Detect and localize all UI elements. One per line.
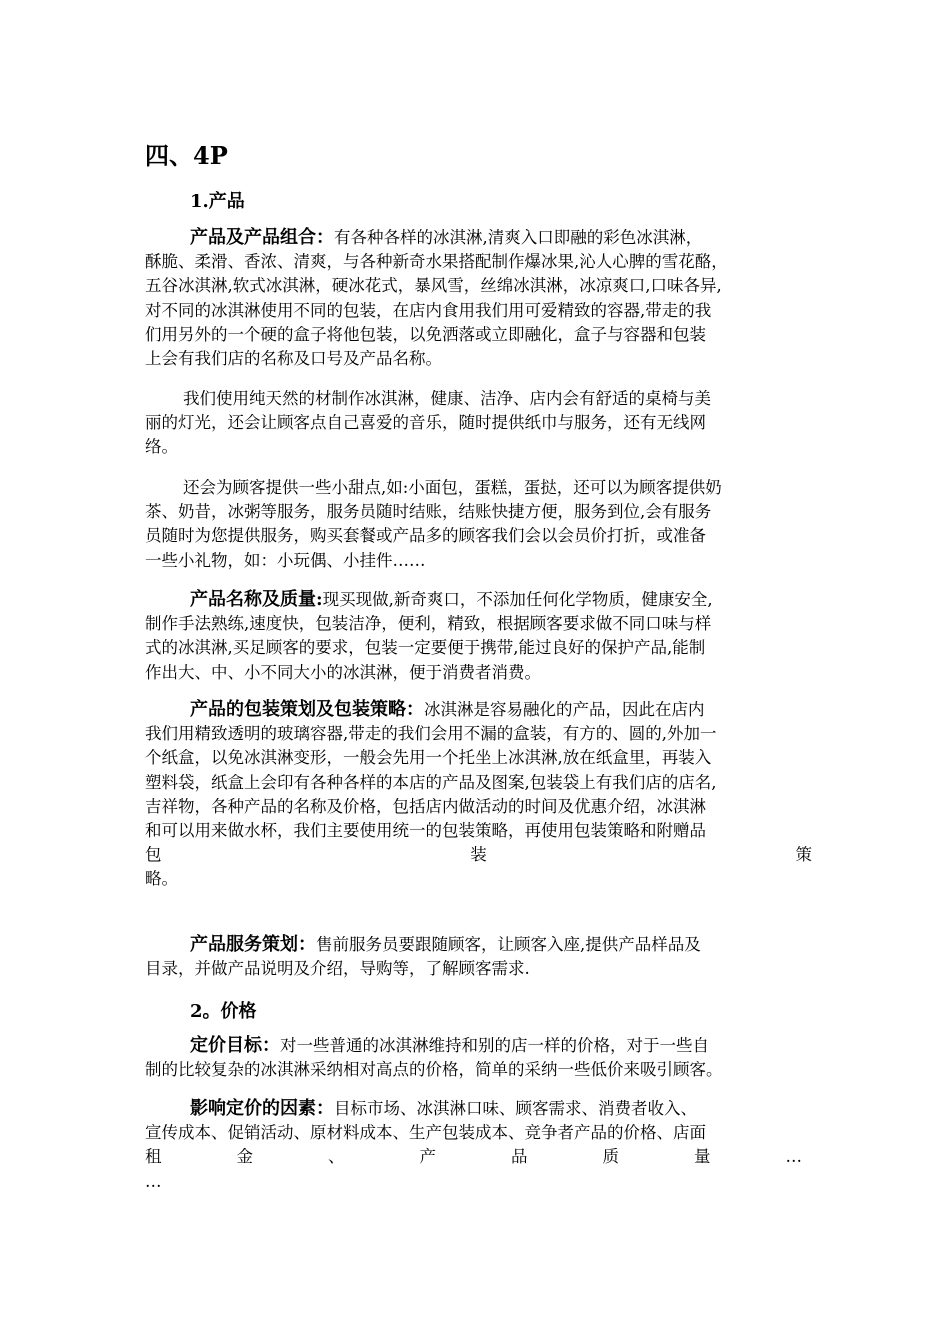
text-line: 茶、奶昔，冰粥等服务，服务员随时结账，结账快捷方便，服务到位,会有服务 [145,502,712,522]
spread-char: 装 [470,845,487,865]
lead-product-mix: 产品及产品组合： [190,227,334,248]
text-line: 有各种各样的冰淇淋,清爽入口即融的彩色冰淇淋， [334,228,703,247]
text-line: 目录，并做产品说明及介绍，导购等，了解顾客需求. [145,959,530,979]
text-line: 现买现做,新奇爽口，不添加任何化学物质，健康安全, [322,590,713,609]
text-line: 一些小礼物，如：小玩偶、小挂件…… [145,550,426,570]
paragraph-materials [145,387,812,460]
section-heading: 四、4P [145,141,228,170]
lead-pricing-factors: 影响定价的因素： [190,1098,334,1119]
spread-char: 量 [694,1147,711,1167]
spread-line [145,1145,812,1169]
paragraph-desserts [145,476,812,573]
text-line: 们用另外的一个硬的盒子将他包装，以免洒落或立即融化，盒子与容器和包装 [145,324,706,344]
lead-packaging: 产品的包装策划及包装策略： [190,699,424,720]
paragraph-product-mix [145,226,812,371]
text-line: 塑料袋，纸盒上会印有各种各样的本店的产品及图案,包装袋上有我们店的店名, [145,772,717,792]
spread-char: 产 [419,1147,436,1167]
text-line: 制作手法熟练,速度快，包装洁净，便利，精致，根据顾客要求做不同口味与样 [145,614,712,634]
text-line: 酥脆、柔滑、香浓、清爽，与各种新奇水果搭配制作爆冰果,沁人心脾的雪花酪， [145,252,728,272]
spread-char: 租 [145,1147,162,1167]
text-line: 丽的灯光，还会让顾客点自己喜爱的音乐，随时提供纸巾与服务，还有无线网 [145,413,706,433]
paragraph-pricing-target [145,1034,812,1082]
text-line: 我们用精致透明的玻璃容器,带走的我们会用不漏的盒装，有方的、圆的,外加一 [145,724,717,744]
spread-char: 策 [795,845,812,865]
spread-char: … [785,1147,802,1167]
text-line: 五谷冰淇淋,软式冰淇淋，硬冰花式，暴风雪，丝绵冰淇淋，冰凉爽口,口味各异, [145,276,722,296]
text-line: 我们使用纯天然的材制作冰淇淋，健康、洁净、店内会有舒适的桌椅与美 [183,389,711,408]
text-line: 对不同的冰淇淋使用不同的包装，在店内食用我们用可爱精致的容器,带走的我 [145,300,712,320]
text-line: 售前服务员要跟随顾客，让顾客入座,提供产品样品及 [316,935,701,954]
text-line: 作出大、中、小不同大小的冰淇淋，便于消费者消费。 [145,662,541,682]
spread-char: 品 [511,1147,528,1167]
text-line: 略。 [145,869,178,889]
text-line: 冰淇淋是容易融化的产品，因此在店内 [424,700,705,719]
spread-char: 金 [236,1147,253,1167]
text-line: 吉祥物，各种产品的名称及价格，包括店内做活动的时间及优惠介绍，冰淇淋 [145,796,706,816]
text-line: 对一些普通的冰淇淋维持和别的店一样的价格，对于一些自 [280,1036,709,1055]
paragraph-name-quality [145,588,812,685]
paragraph-pricing-factors [145,1097,812,1194]
text-line: 还会为顾客提供一些小甜点,如:小面包，蛋糕，蛋挞，还可以为顾客提供奶 [183,478,722,497]
spread-char: 、 [328,1147,345,1167]
lead-service: 产品服务策划： [190,934,316,955]
paragraph-packaging [145,698,812,892]
text-line: 目标市场、冰淇淋口味、顾客需求、消费者收入、 [334,1099,697,1118]
paragraph-service [145,933,812,981]
text-line: 络。 [145,437,178,457]
text-line: 上会有我们店的名称及口号及产品名称。 [145,349,442,369]
text-line: 个纸盒，以免冰淇淋变形，一般会先用一个托坐上冰淇淋,放在纸盒里，再装入 [145,748,712,768]
spread-char: 质 [602,1147,619,1167]
text-line: 员随时为您提供服务，购买套餐或产品多的顾客我们会以会员价打折，或准备 [145,526,706,546]
subsection-title-price: 2。价格 [190,1001,257,1022]
text-line: … [145,1171,162,1191]
subsection-title-product: 1.产品 [190,191,245,212]
text-line: 制的比较复杂的冰淇淋采纳相对高点的价格，简单的采纳一些低价来吸引顾客。 [145,1060,723,1080]
lead-pricing-target: 定价目标： [190,1035,280,1056]
spread-line [145,843,812,867]
text-line: 式的冰淇淋,买足顾客的要求，包装一定要便于携带,能过良好的保护产品,能制 [145,638,706,658]
lead-name-quality: 产品名称及质量: [190,589,323,610]
text-line: 和可以用来做水杯，我们主要使用统一的包装策略，再使用包装策略和附赠品 [145,821,706,841]
spread-char: 包 [145,845,162,865]
text-line: 宣传成本、促销活动、原材料成本、生产包装成本、竞争者产品的价格、店面 [145,1123,706,1143]
